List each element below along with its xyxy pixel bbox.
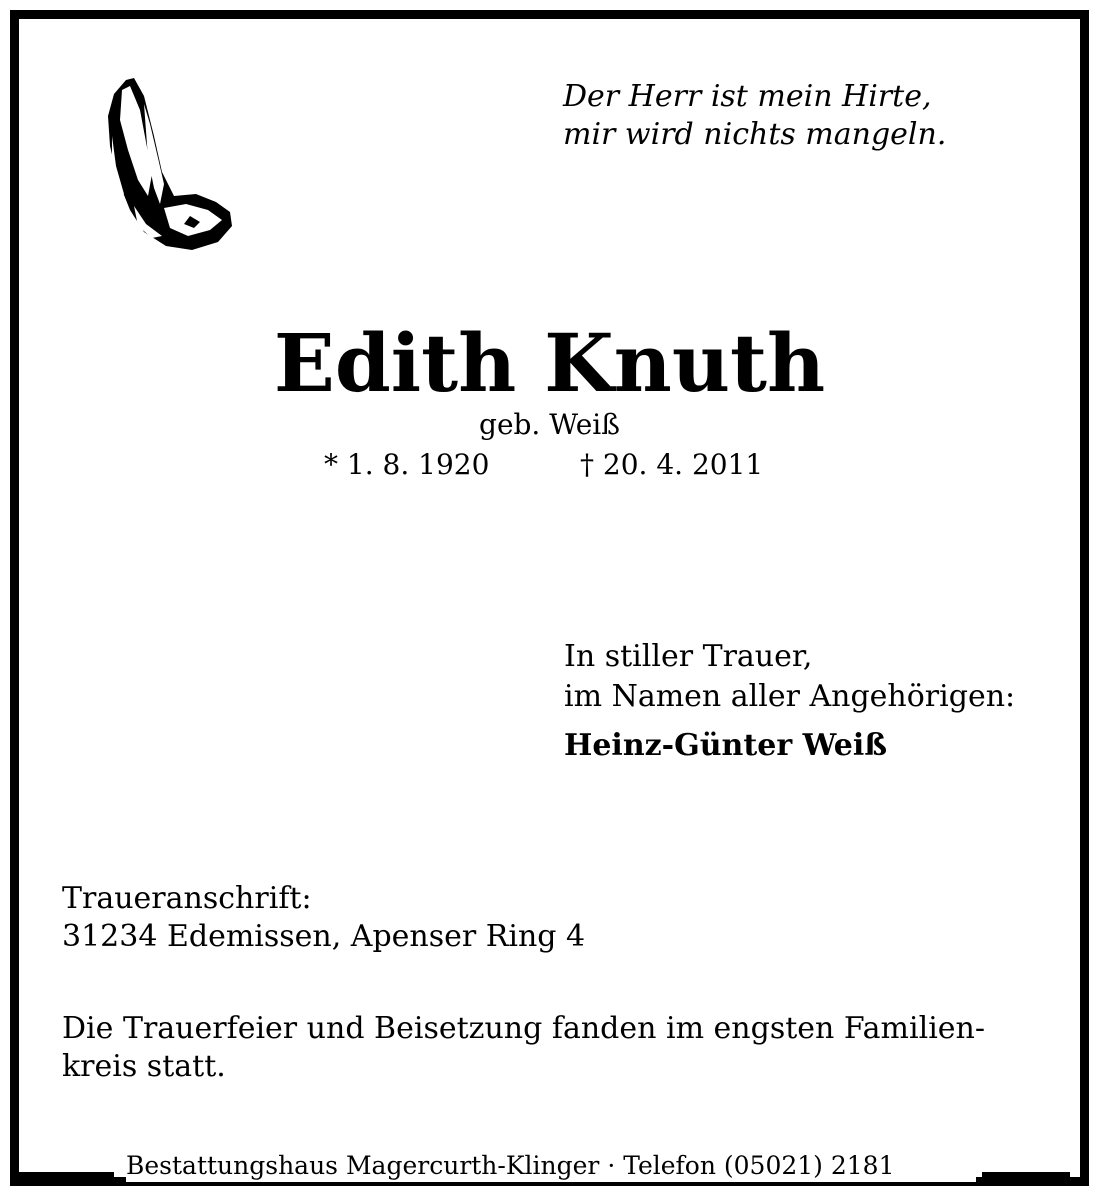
mourning-address [62, 880, 585, 956]
footer-rule-left [10, 1172, 114, 1177]
mourning-line-1: In stiller Trauer, [564, 639, 813, 674]
mourning-line-2: im Namen aller Angehörigen: [564, 679, 1016, 714]
verse-line-1: Der Herr ist mein Hirte, [563, 79, 932, 114]
birth-date: * 1. 8. 1920 [324, 448, 490, 481]
maiden-name: geb. Weiß [479, 408, 620, 441]
funeral-line-2: kreis statt. [62, 1049, 226, 1084]
death-date: † 20. 4. 2011 [580, 448, 764, 481]
funeral-notice [62, 1010, 1052, 1086]
funeral-home-footer: Bestattungshaus Magercurth-Klinger · Telefon (05021) 2181 [126, 1150, 976, 1182]
verse-line-2: mir wird nichts mangeln. [563, 117, 947, 152]
address-value: 31234 Edemissen, Apenser Ring 4 [62, 919, 586, 954]
bible-verse [563, 78, 946, 154]
funeral-line-1: Die Trauerfeier und Beisetzung fanden im engsten Familien- [62, 1011, 985, 1046]
praying-hands-icon [104, 76, 236, 251]
footer-rule-right [982, 1172, 1070, 1177]
mourner-name: Heinz-Günter Weiß [564, 728, 888, 763]
address-label: Traueranschrift: [62, 881, 312, 916]
deceased-name: Edith Knuth [273, 316, 826, 410]
mourning-text [564, 637, 1015, 717]
